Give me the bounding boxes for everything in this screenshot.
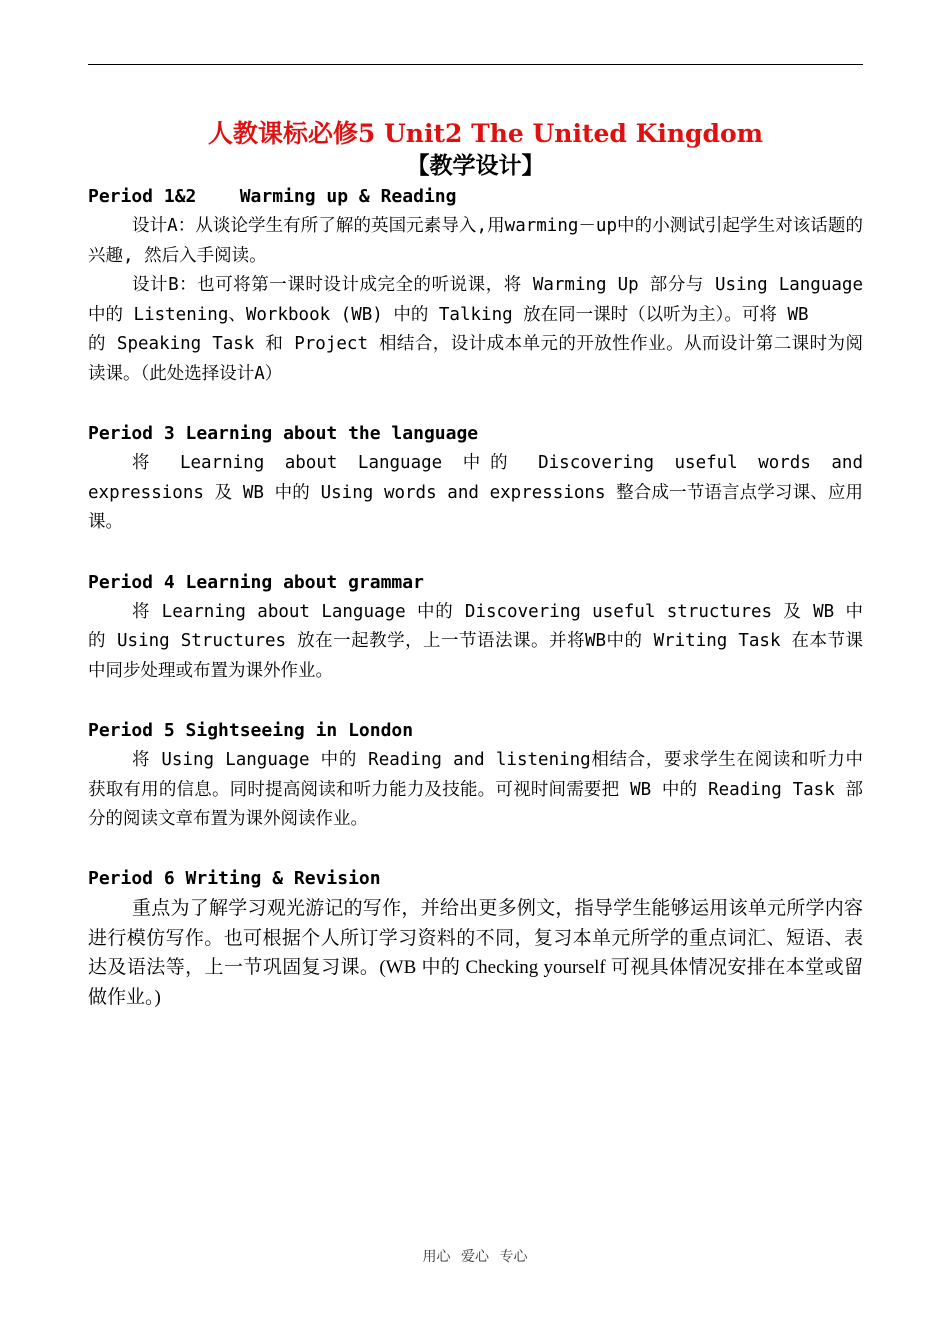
section-heading: Period 6 Writing & Revision — [88, 868, 381, 890]
section-period-6 — [88, 864, 863, 1012]
header-rule — [88, 64, 863, 65]
section-period-1-2 — [88, 182, 863, 390]
section-period-5 — [88, 716, 863, 835]
paragraph: 的 Speaking Task 和 Project 相结合，设计成本单元的开放性作业。从而设计第二课时为阅读课。（此处选择设计A） — [88, 334, 863, 384]
section-heading: Period 5 Sightseeing in London — [88, 719, 414, 741]
section-heading: Period 4 Learning about grammar — [88, 571, 424, 593]
document-title: 人教课标必修5 Unit2 The United Kingdom — [207, 119, 764, 148]
page-footer: 用心 爱心 专心 — [422, 1249, 528, 1265]
section-heading: Period 3 Learning about the language — [88, 423, 479, 445]
section-heading: Period 1&2 Warming up & Reading — [88, 186, 457, 207]
paragraph: 设计B：也可将第一课时设计成完全的听说课，将 Warming Up 部分与 Using Language 中的 Listening、Workbook (WB) 中的 Talking 放在同一课时（以听为主）。可将 WB — [88, 275, 863, 325]
paragraph: 重点为了解学习观光游记的写作，并给出更多例文，指导学生能够运用该单元所学内容进行模仿写作。也可根据个人所订学习资料的不同，复习本单元所学的重点词汇、短语、表达及语法等，上一节巩固复习课。(WB 中的 Checking yourself 可视具体情况安排在本堂或留做作业。) — [88, 898, 863, 1009]
paragraph: 将 Learning about Language 中的 Discovering useful words and expressions 及 WB 中的 Using words and expressions 整合成一节语言点学习课、应用课。 — [88, 453, 863, 533]
section-period-4 — [88, 568, 863, 687]
section-period-3 — [88, 419, 863, 538]
paragraph: 将 Using Language 中的 Reading and listening相结合，要求学生在阅读和听力中获取有用的信息。同时提高阅读和听力能力及技能。可视时间需要把 WB 中的 Reading Task 部分的阅读文章布置为课外阅读作业。 — [88, 749, 863, 830]
document-subtitle: 【教学设计】 — [406, 153, 545, 179]
document-body — [88, 118, 863, 1013]
paragraph: 设计A：从谈论学生有所了解的英国元素导入,用warming－up中的小测试引起学生对该话题的兴趣, 然后入手阅读。 — [88, 216, 863, 266]
paragraph: 将 Learning about Language 中的 Discovering useful structures 及 WB 中的 Using Structures 放在一起教学，上一节语法课。并将WB中的 Writing Task 在本节课中同步处理或布置为课外作业。 — [88, 601, 863, 681]
